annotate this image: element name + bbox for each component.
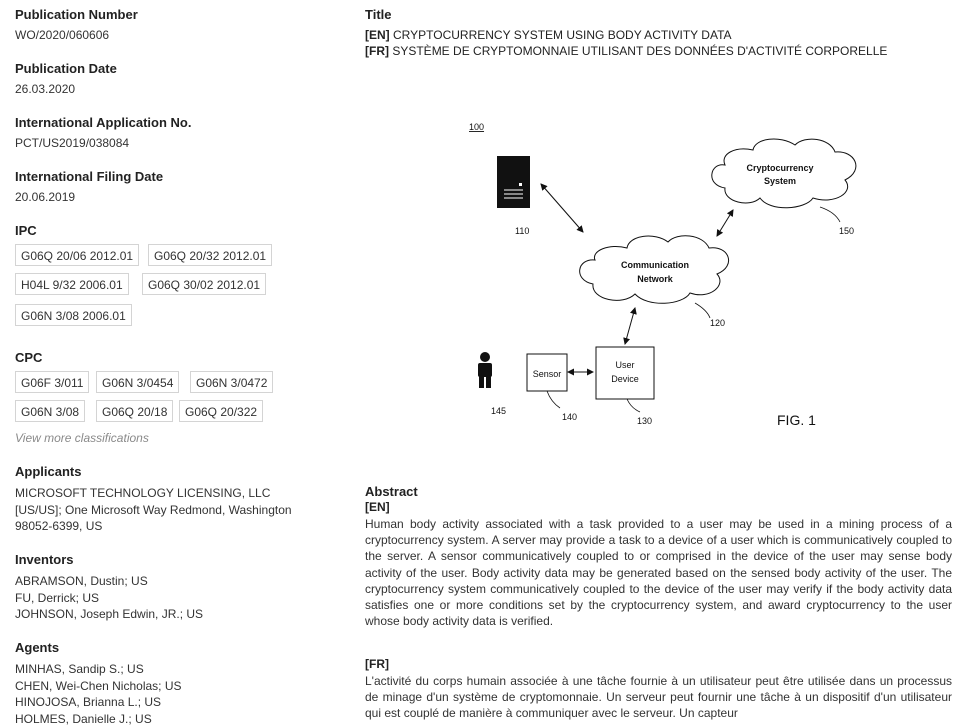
title-en-tag: [EN]: [365, 28, 390, 42]
agent-line: HINOJOSA, Brianna L.; US: [15, 694, 182, 711]
ipc-label: IPC: [15, 223, 37, 238]
inventors-list: [15, 573, 203, 623]
user-device-box: [596, 347, 654, 399]
sensor-label: Sensor: [533, 369, 562, 379]
title-fr: [365, 43, 887, 59]
abstract-label: Abstract: [365, 484, 418, 499]
agents-label: Agents: [15, 640, 59, 655]
crypto-label-line1: Cryptocurrency: [746, 163, 813, 173]
network-label-line1: Communication: [621, 260, 689, 270]
applicant-line: MICROSOFT TECHNOLOGY LICENSING, LLC: [15, 485, 292, 502]
cryptocurrency-cloud-icon: [712, 139, 856, 208]
cpc-chip[interactable]: G06N 3/0454: [96, 371, 179, 393]
crypto-label-line2: System: [764, 176, 796, 186]
abstract-en-tag: [EN]: [365, 500, 390, 514]
title-fr-text: SYSTÈME DE CRYPTOMONNAIE UTILISANT DES DONNÉES D'ACTIVITÉ CORPORELLE: [392, 44, 887, 58]
fig-ref-140: 140: [562, 412, 577, 422]
figure-caption: FIG. 1: [777, 412, 816, 428]
cpc-chip[interactable]: G06N 3/08: [15, 400, 85, 422]
title-fr-tag: [FR]: [365, 44, 389, 58]
cpc-chip[interactable]: G06N 3/0472: [190, 371, 273, 393]
inventor-line: ABRAMSON, Dustin; US: [15, 573, 203, 590]
network-label-line2: Network: [637, 274, 674, 284]
device-label-line2: Device: [611, 374, 639, 384]
publication-date-value: 26.03.2020: [15, 81, 75, 97]
applicant-line: [US/US]; One Microsoft Way Redmond, Washington: [15, 502, 292, 519]
view-more-classifications-link[interactable]: View more classifications: [15, 431, 149, 445]
applicants-label: Applicants: [15, 464, 81, 479]
ipc-chip[interactable]: G06Q 30/02 2012.01: [142, 273, 266, 295]
agent-line: HOLMES, Danielle J.; US: [15, 711, 182, 727]
application-no-value: PCT/US2019/038084: [15, 135, 129, 151]
cpc-chip[interactable]: G06Q 20/18: [96, 400, 173, 422]
person-icon: [478, 352, 492, 388]
inventor-line: FU, Derrick; US: [15, 590, 203, 607]
applicants-list: [15, 485, 292, 535]
server-icon: [497, 156, 530, 208]
ipc-chip[interactable]: G06Q 20/06 2012.01: [15, 244, 139, 266]
title-label: Title: [365, 7, 392, 22]
publication-number-label: Publication Number: [15, 7, 138, 22]
inventors-label: Inventors: [15, 552, 74, 567]
publication-number-value: WO/2020/060606: [15, 27, 109, 43]
abstract-en-text: Human body activity associated with a task provided to a user may be used in a mining process of a cryptocurrency system. A server may provide a task to a device of a user which is communicatively coupled to the server. A sensor communicatively coupled to or comprised in the device of the user may sense body activity of the user. Body activity data may be generated based on the sensed body activity of the user. The cryptocurrency system communicatively coupled to the device of the user may verify if the body activity data satisfies one or more conditions set by the cryptocurrency system, and award cryptocurrency to the user whose body activity data is verified.: [365, 516, 952, 629]
fig-ref-100: 100: [469, 122, 484, 132]
fig-ref-150: 150: [839, 226, 854, 236]
network-device-arrow: [625, 308, 635, 344]
server-network-arrow: [541, 184, 583, 232]
fig-ref-120: 120: [710, 318, 725, 328]
agents-list: [15, 661, 182, 727]
applicant-line: 98052-6399, US: [15, 518, 292, 535]
cpc-label: CPC: [15, 350, 42, 365]
abstract-fr-tag: [FR]: [365, 657, 389, 671]
patent-figure: [365, 110, 952, 440]
abstract-fr-text: L'activité du corps humain associée à une tâche fournie à un utilisateur peut être utilisée dans un processus de minage d'un système de cryptomonnaie. Un serveur peut fournir une tâche à un dispositif d'un utilisateur qui est couplé de manière à communiquer avec le serveur. Un capteur: [365, 673, 952, 722]
ipc-chip[interactable]: H04L 9/32 2006.01: [15, 273, 129, 295]
fig-ref-145: 145: [491, 406, 506, 416]
cpc-chip[interactable]: G06Q 20/322: [179, 400, 263, 422]
agent-line: CHEN, Wei-Chen Nicholas; US: [15, 678, 182, 695]
inventor-line: JOHNSON, Joseph Edwin, JR.; US: [15, 606, 203, 623]
ipc-chip[interactable]: G06N 3/08 2006.01: [15, 304, 132, 326]
title-en-text: CRYPTOCURRENCY SYSTEM USING BODY ACTIVITY DATA: [393, 28, 732, 42]
cpc-chip[interactable]: G06F 3/011: [15, 371, 89, 393]
device-label-line1: User: [615, 360, 634, 370]
title-en: [365, 27, 732, 43]
agent-line: MINHAS, Sandip S.; US: [15, 661, 182, 678]
ipc-chip[interactable]: G06Q 20/32 2012.01: [148, 244, 272, 266]
fig-ref-130: 130: [637, 416, 652, 426]
network-crypto-arrow: [717, 210, 733, 236]
application-no-label: International Application No.: [15, 115, 191, 130]
fig-ref-110: 110: [515, 226, 529, 236]
filing-date-label: International Filing Date: [15, 169, 163, 184]
publication-date-label: Publication Date: [15, 61, 117, 76]
filing-date-value: 20.06.2019: [15, 189, 75, 205]
